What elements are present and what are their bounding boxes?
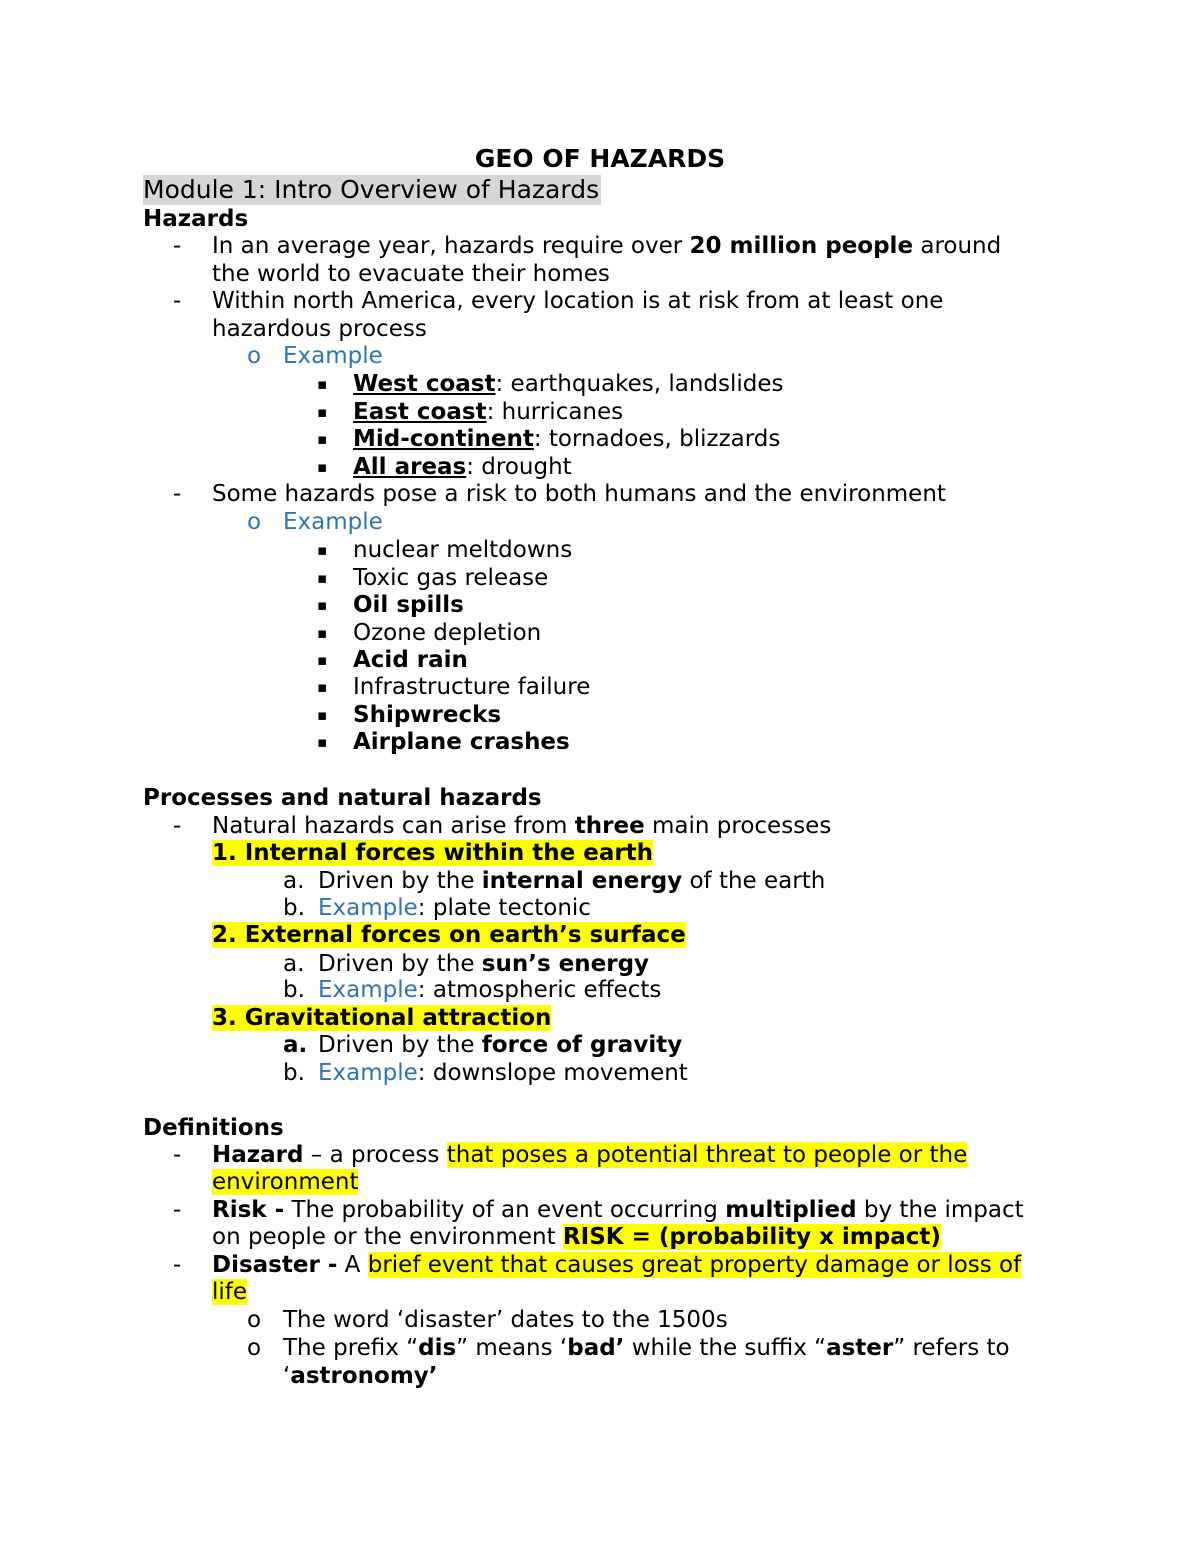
process-1-title: 1. Internal forces within the earth: [212, 840, 654, 866]
region-item: East coast: hurricanes: [353, 399, 624, 425]
example-label: Example: [283, 509, 383, 535]
hazard-example-item: Oil spills: [353, 592, 464, 618]
square-bullet: ▪: [317, 733, 328, 751]
section-heading-definitions: Definitions: [143, 1115, 284, 1141]
example-label: Example: [283, 343, 383, 369]
letter-marker: a.: [283, 951, 305, 977]
square-bullet: ▪: [317, 403, 328, 421]
dash-bullet: -: [173, 288, 182, 314]
square-bullet: ▪: [317, 651, 328, 669]
region-item: Mid-continent: tornadoes, blizzards: [353, 426, 781, 452]
square-bullet: ▪: [317, 596, 328, 614]
hazard-example-item: Acid rain: [353, 647, 468, 673]
square-bullet: ▪: [317, 430, 328, 448]
letter-marker: b.: [283, 977, 305, 1003]
process-3-example: Example: downslope movement: [318, 1060, 688, 1086]
letter-marker: b.: [283, 1060, 305, 1086]
process-2-example: Example: atmospheric effects: [318, 977, 662, 1003]
bullet-north-america: Within north America, every location is at risk from at least one: [212, 288, 944, 314]
module-heading: Module 1: Intro Overview of Hazards: [143, 175, 600, 204]
risk-formula: RISK = (probability x impact): [562, 1224, 941, 1250]
circle-bullet: o: [247, 1307, 262, 1333]
dash-bullet: -: [173, 233, 182, 259]
process-2-title: 2. External forces on earth’s surface: [212, 922, 686, 948]
disaster-origin: The word ‘disaster’ dates to the 1500s: [283, 1307, 728, 1333]
square-bullet: ▪: [317, 706, 328, 724]
letter-marker: a.: [283, 868, 305, 894]
document-title: GEO OF HAZARDS: [474, 144, 726, 173]
letter-marker: b.: [283, 895, 305, 921]
square-bullet: ▪: [317, 541, 328, 559]
hazard-example-item: nuclear meltdowns: [353, 537, 573, 563]
square-bullet: ▪: [317, 678, 328, 696]
definition-disaster-cont: life: [212, 1279, 248, 1305]
square-bullet: ▪: [317, 375, 328, 393]
hazard-example-item: Toxic gas release: [353, 565, 549, 591]
region-item: All areas: drought: [353, 454, 572, 480]
bullet-humans-environment: Some hazards pose a risk to both humans and the environment: [212, 481, 946, 507]
hazard-example-item: Shipwrecks: [353, 702, 502, 728]
disaster-etymology: The prefix “dis” means ‘bad’ while the suffix “aster” refers to: [283, 1335, 1010, 1361]
definition-hazard: Hazard – a process that poses a potential threat to people or the: [212, 1142, 968, 1168]
hazard-example-item: Infrastructure failure: [353, 674, 591, 700]
dash-bullet: -: [173, 481, 182, 507]
disaster-etymology-cont: ‘astronomy’: [283, 1363, 438, 1389]
process-2-driver: Driven by the sun’s energy: [318, 951, 650, 977]
dash-bullet: -: [173, 1197, 182, 1223]
process-1-example: Example: plate tectonic: [318, 895, 591, 921]
section-heading-hazards: Hazards: [143, 206, 249, 232]
dash-bullet: -: [173, 813, 182, 839]
letter-marker: a.: [283, 1032, 308, 1058]
hazard-example-item: Airplane crashes: [353, 729, 570, 755]
dash-bullet: -: [173, 1252, 182, 1278]
process-3-title: 3. Gravitational attraction: [212, 1005, 552, 1031]
definition-risk-cont: on people or the environment RISK = (probability x impact): [212, 1224, 941, 1250]
circle-bullet: o: [247, 509, 262, 535]
section-heading-processes: Processes and natural hazards: [143, 785, 542, 811]
bullet-evacuation: In an average year, hazards require over 20 million people around: [212, 233, 1002, 259]
bullet-evacuation-cont: the world to evacuate their homes: [212, 261, 610, 287]
bullet-north-america-cont: hazardous process: [212, 316, 427, 342]
definition-risk: Risk - The probability of an event occurring multiplied by the impact: [212, 1197, 1024, 1223]
definition-disaster: Disaster - A brief event that causes great property damage or loss of: [212, 1252, 1022, 1278]
square-bullet: ▪: [317, 458, 328, 476]
circle-bullet: o: [247, 343, 262, 369]
process-3-driver: Driven by the force of gravity: [318, 1032, 683, 1058]
definition-hazard-cont: environment: [212, 1169, 359, 1195]
circle-bullet: o: [247, 1335, 262, 1361]
hazard-example-item: Ozone depletion: [353, 620, 542, 646]
dash-bullet: -: [173, 1142, 182, 1168]
region-item: West coast: earthquakes, landslides: [353, 371, 784, 397]
square-bullet: ▪: [317, 569, 328, 587]
bullet-three-processes: Natural hazards can arise from three main processes: [212, 813, 832, 839]
square-bullet: ▪: [317, 624, 328, 642]
process-1-driver: Driven by the internal energy of the earth: [318, 868, 826, 894]
